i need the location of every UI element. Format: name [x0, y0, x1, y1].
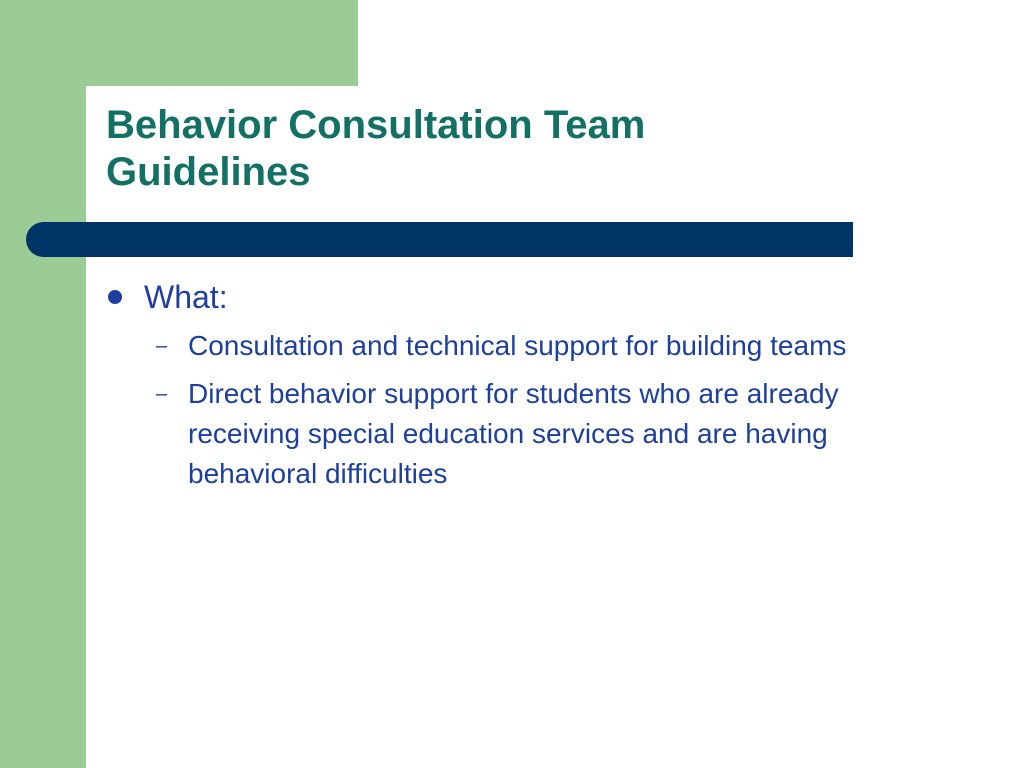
- bullet-dot-icon: [108, 290, 122, 304]
- sub-bullet-item: [108, 326, 948, 366]
- slide-body: [108, 276, 948, 502]
- bullet-label: What:: [144, 279, 228, 315]
- sub-bullet-text: Consultation and technical support for building teams: [188, 330, 847, 361]
- dash-icon: –: [156, 383, 168, 405]
- sub-bullet-list: [108, 326, 948, 494]
- bullet-item: [108, 276, 948, 318]
- slide-title: [106, 102, 826, 196]
- slide-title-line-2: Guidelines: [106, 150, 311, 194]
- decorative-green-frame-top: [0, 0, 358, 86]
- dash-icon: –: [156, 335, 168, 357]
- decorative-title-bar: [26, 222, 853, 257]
- slide-title-line-1: Behavior Consultation Team: [106, 103, 646, 147]
- decorative-green-frame-left: [0, 0, 86, 768]
- sub-bullet-item: [108, 374, 948, 494]
- sub-bullet-text: Direct behavior support for students who are already receiving special education services and are having behavioral difficulties: [188, 378, 839, 489]
